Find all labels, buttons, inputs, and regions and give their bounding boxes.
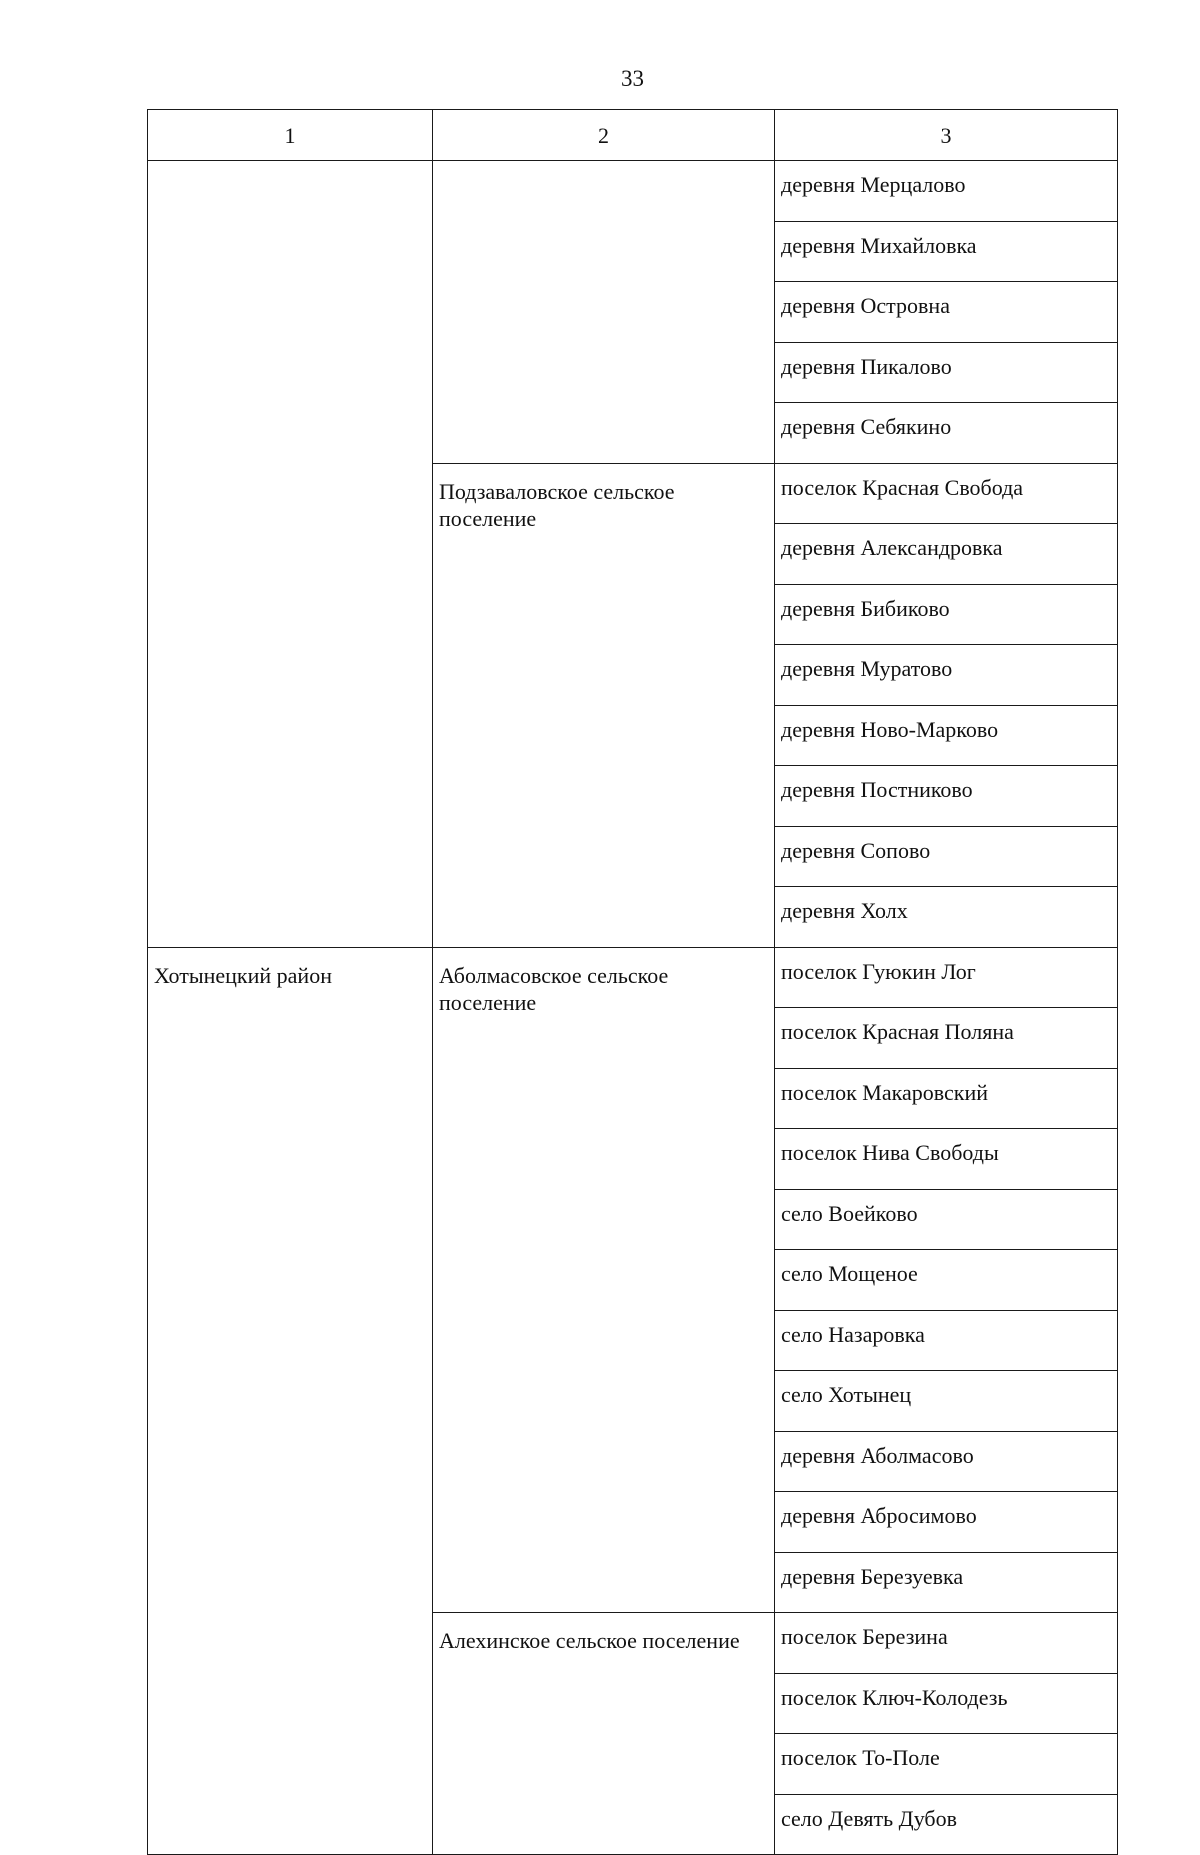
settlement-cell (433, 161, 775, 464)
locality-cell: село Назаровка (775, 1310, 1118, 1371)
locality-cell: деревня Аболмасово (775, 1431, 1118, 1492)
locality-cell: поселок Красная Поляна (775, 1008, 1118, 1069)
locality-cell: поселок Гуюкин Лог (775, 947, 1118, 1008)
settlement-cell: Подзаваловское сельское поселение (433, 463, 775, 947)
locality-cell: деревня Себякино (775, 403, 1118, 464)
locality-cell: поселок Ключ-Колодезь (775, 1673, 1118, 1734)
locality-cell: поселок Макаровский (775, 1068, 1118, 1129)
table-body (148, 110, 1118, 1855)
locality-cell: село Мощеное (775, 1250, 1118, 1311)
locality-cell: деревня Постниково (775, 766, 1118, 827)
table-header-row (148, 110, 1118, 161)
locality-cell: поселок Красная Свобода (775, 463, 1118, 524)
district-cell: Хотынецкий район (148, 947, 433, 1855)
locality-cell: деревня Холх (775, 887, 1118, 948)
locality-cell: деревня Александровка (775, 524, 1118, 585)
locality-cell: деревня Ново-Марково (775, 705, 1118, 766)
locality-cell: деревня Сопово (775, 826, 1118, 887)
settlements-table (147, 109, 1118, 1855)
locality-cell: деревня Мерцалово (775, 161, 1118, 222)
column-header-3: 3 (775, 110, 1118, 161)
settlement-cell: Аболмасовское сельское поселение (433, 947, 775, 1613)
table-row (148, 947, 1118, 1008)
locality-cell: деревня Муратово (775, 645, 1118, 706)
locality-cell: деревня Бибиково (775, 584, 1118, 645)
locality-cell: поселок То-Поле (775, 1734, 1118, 1795)
column-header-2: 2 (433, 110, 775, 161)
locality-cell: деревня Абросимово (775, 1492, 1118, 1553)
locality-cell: деревня Островна (775, 282, 1118, 343)
table-row (148, 161, 1118, 222)
locality-cell: поселок Березина (775, 1613, 1118, 1674)
district-cell (148, 161, 433, 948)
locality-cell: село Воейково (775, 1189, 1118, 1250)
locality-cell: село Девять Дубов (775, 1794, 1118, 1855)
locality-cell: поселок Нива Свободы (775, 1129, 1118, 1190)
settlement-cell: Алехинское сельское поселение (433, 1613, 775, 1855)
locality-cell: село Хотынец (775, 1371, 1118, 1432)
page-number: 33 (621, 66, 644, 91)
locality-cell: деревня Михайловка (775, 221, 1118, 282)
column-header-1: 1 (148, 110, 433, 161)
locality-cell: деревня Березуевка (775, 1552, 1118, 1613)
locality-cell: деревня Пикалово (775, 342, 1118, 403)
